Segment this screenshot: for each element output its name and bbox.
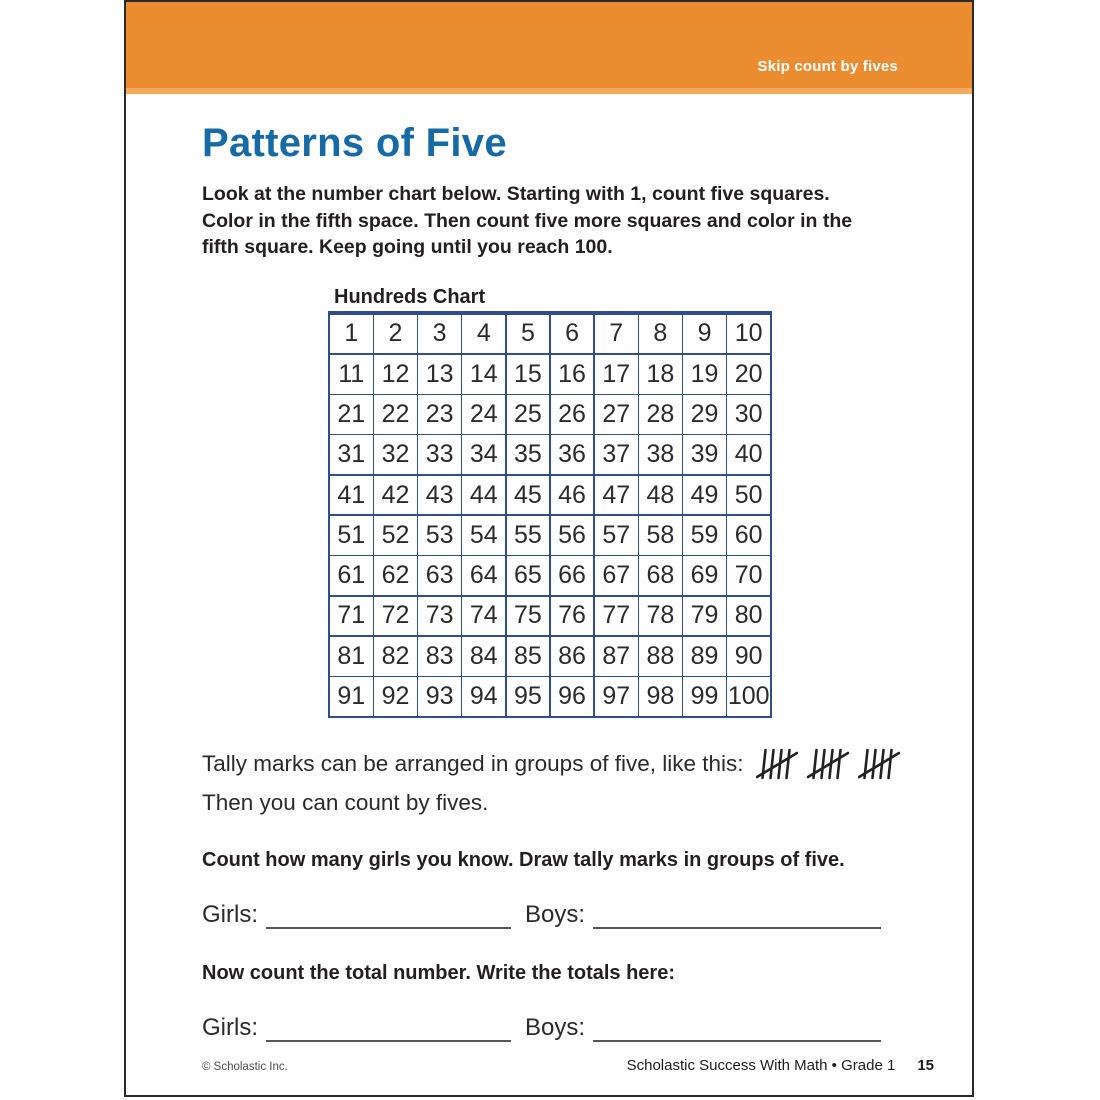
grid-cell-34[interactable]: 34: [462, 435, 505, 474]
tally-fill-row: [202, 901, 900, 929]
grid-cell-96[interactable]: 96: [551, 677, 594, 716]
grid-cell-6[interactable]: 6: [551, 315, 594, 354]
grid-cell-51[interactable]: 51: [330, 516, 373, 555]
grid-cell-26[interactable]: 26: [551, 395, 594, 434]
grid-cell-1[interactable]: 1: [330, 315, 373, 354]
grid-cell-2[interactable]: 2: [374, 315, 417, 354]
grid-cell-13[interactable]: 13: [418, 355, 461, 394]
hundreds-chart-label: Hundreds Chart: [334, 285, 486, 308]
grid-cell-54[interactable]: 54: [462, 516, 505, 555]
grid-cell-76[interactable]: 76: [551, 597, 594, 636]
grid-cell-84[interactable]: 84: [462, 637, 505, 676]
grid-cell-62[interactable]: 62: [374, 556, 417, 595]
grid-cell-79[interactable]: 79: [683, 597, 726, 636]
grid-cell-90[interactable]: 90: [727, 637, 770, 676]
grid-cell-49[interactable]: 49: [683, 476, 726, 515]
grid-cell-43[interactable]: 43: [418, 476, 461, 515]
grid-cell-67[interactable]: 67: [595, 556, 638, 595]
girls-label: Girls:: [202, 900, 258, 928]
grid-cell-75[interactable]: 75: [507, 597, 550, 636]
grid-cell-25[interactable]: 25: [507, 395, 550, 434]
grid-cell-27[interactable]: 27: [595, 395, 638, 434]
boys-tally-field[interactable]: [593, 902, 881, 929]
grid-cell-77[interactable]: 77: [595, 597, 638, 636]
grid-cell-88[interactable]: 88: [639, 637, 682, 676]
grid-cell-41[interactable]: 41: [330, 476, 373, 515]
grid-cell-57[interactable]: 57: [595, 516, 638, 555]
grid-cell-60[interactable]: 60: [727, 516, 770, 555]
grid-cell-72[interactable]: 72: [374, 597, 417, 636]
grid-cell-31[interactable]: 31: [330, 435, 373, 474]
instructions-line: Look at the number chart below. Starting with 1, count five squares.: [202, 183, 830, 205]
boys-label: Boys:: [525, 1013, 586, 1041]
grid-cell-99[interactable]: 99: [683, 677, 726, 716]
grid-cell-81[interactable]: 81: [330, 637, 373, 676]
grid-cell-3[interactable]: 3: [418, 315, 461, 354]
grid-cell-50[interactable]: 50: [727, 476, 770, 515]
copyright: © Scholastic Inc.: [202, 1061, 288, 1073]
boys-label: Boys:: [525, 900, 586, 928]
grid-cell-36[interactable]: 36: [551, 435, 594, 474]
girls-tally-field[interactable]: [266, 902, 511, 929]
grid-cell-5[interactable]: 5: [507, 315, 550, 354]
hundreds-chart: [328, 286, 772, 718]
grid-cell-9[interactable]: 9: [683, 315, 726, 354]
grid-cell-11[interactable]: 11: [330, 355, 373, 394]
grid-cell-78[interactable]: 78: [639, 597, 682, 636]
grid-cell-37[interactable]: 37: [595, 435, 638, 474]
grid-cell-44[interactable]: 44: [462, 476, 505, 515]
grid-cell-19[interactable]: 19: [683, 355, 726, 394]
grid-cell-68[interactable]: 68: [639, 556, 682, 595]
grid-cell-56[interactable]: 56: [551, 516, 594, 555]
grid-cell-80[interactable]: 80: [727, 597, 770, 636]
grid-cell-17[interactable]: 17: [595, 355, 638, 394]
grid-cell-95[interactable]: 95: [507, 677, 550, 716]
grid-cell-93[interactable]: 93: [418, 677, 461, 716]
grid-cell-40[interactable]: 40: [727, 435, 770, 474]
grid-cell-94[interactable]: 94: [462, 677, 505, 716]
grid-cell-97[interactable]: 97: [595, 677, 638, 716]
tally-prompt: Count how many girls you know. Draw tally marks in groups of five.: [202, 848, 845, 871]
tally-group-icon: [807, 746, 849, 782]
grid-cell-20[interactable]: 20: [727, 355, 770, 394]
grid-cell-63[interactable]: 63: [418, 556, 461, 595]
tally-group-icon: [756, 746, 798, 782]
grid-cell-53[interactable]: 53: [418, 516, 461, 555]
grid-cell-47[interactable]: 47: [595, 476, 638, 515]
grid-cell-33[interactable]: 33: [418, 435, 461, 474]
grid-cell-83[interactable]: 83: [418, 637, 461, 676]
grid-cell-58[interactable]: 58: [639, 516, 682, 555]
grid-cell-52[interactable]: 52: [374, 516, 417, 555]
grid-cell-28[interactable]: 28: [639, 395, 682, 434]
grid-cell-8[interactable]: 8: [639, 315, 682, 354]
book-title: Scholastic Success With Math • Grade 1: [626, 1057, 896, 1074]
grid-cell-55[interactable]: 55: [507, 516, 550, 555]
grid-cell-66[interactable]: 66: [551, 556, 594, 595]
grid-cell-14[interactable]: 14: [462, 355, 505, 394]
grid-cell-15[interactable]: 15: [507, 355, 550, 394]
grid-cell-45[interactable]: 45: [507, 476, 550, 515]
tally-explanation: [202, 746, 900, 816]
grid-cell-42[interactable]: 42: [374, 476, 417, 515]
grid-cell-64[interactable]: 64: [462, 556, 505, 595]
grid-cell-22[interactable]: 22: [374, 395, 417, 434]
header-band: [126, 2, 972, 94]
grid-cell-38[interactable]: 38: [639, 435, 682, 474]
grid-cell-48[interactable]: 48: [639, 476, 682, 515]
grid-cell-86[interactable]: 86: [551, 637, 594, 676]
grid-cell-35[interactable]: 35: [507, 435, 550, 474]
page-title: Patterns of Five: [202, 121, 507, 165]
girls-label: Girls:: [202, 1013, 258, 1041]
grid-cell-21[interactable]: 21: [330, 395, 373, 434]
grid-cell-61[interactable]: 61: [330, 556, 373, 595]
grid-cell-65[interactable]: 65: [507, 556, 550, 595]
grid-cell-4[interactable]: 4: [462, 315, 505, 354]
instructions: [202, 181, 900, 261]
grid-cell-73[interactable]: 73: [418, 597, 461, 636]
boys-total-field[interactable]: [593, 1015, 881, 1042]
grid-cell-59[interactable]: 59: [683, 516, 726, 555]
grid-cell-87[interactable]: 87: [595, 637, 638, 676]
grid-cell-29[interactable]: 29: [683, 395, 726, 434]
grid-cell-10[interactable]: 10: [727, 315, 770, 354]
grid-cell-98[interactable]: 98: [639, 677, 682, 716]
worksheet-page: [124, 0, 974, 1097]
instructions-line: Color in the fifth space. Then count five more squares and color in the: [202, 209, 853, 232]
grid-cell-89[interactable]: 89: [683, 637, 726, 676]
footer: [202, 1057, 934, 1074]
grid-cell-74[interactable]: 74: [462, 597, 505, 636]
grid-cell-32[interactable]: 32: [374, 435, 417, 474]
grid-cell-46[interactable]: 46: [551, 476, 594, 515]
grid-cell-85[interactable]: 85: [507, 637, 550, 676]
tally-group-icon: [858, 746, 900, 782]
grid-cell-16[interactable]: 16: [551, 355, 594, 394]
instructions-line: fifth square. Keep going until you reach 100.: [202, 236, 613, 258]
grid-cell-71[interactable]: 71: [330, 597, 373, 636]
grid-cell-39[interactable]: 39: [683, 435, 726, 474]
girls-total-field[interactable]: [266, 1015, 511, 1042]
page-number: 15: [917, 1057, 934, 1074]
skill-tag: Skip count by fives: [757, 58, 898, 75]
grid-cell-91[interactable]: 91: [330, 677, 373, 716]
grid-cell-18[interactable]: 18: [639, 355, 682, 394]
tally-groups: [756, 746, 900, 782]
grid-cell-100[interactable]: 100: [727, 677, 770, 716]
grid-cell-12[interactable]: 12: [374, 355, 417, 394]
grid-cell-92[interactable]: 92: [374, 677, 417, 716]
total-fill-row: [202, 1014, 900, 1042]
tally-text-line1: Tally marks can be arranged in groups of five, like this:: [202, 750, 744, 776]
hundreds-chart-grid: [328, 311, 772, 718]
total-prompt: Now count the total number. Write the totals here:: [202, 961, 675, 984]
grid-cell-7[interactable]: 7: [595, 315, 638, 354]
content-area: [126, 121, 972, 1042]
grid-cell-82[interactable]: 82: [374, 637, 417, 676]
grid-cell-69[interactable]: 69: [683, 556, 726, 595]
grid-cell-23[interactable]: 23: [418, 395, 461, 434]
tally-text-line2: Then you can count by fives.: [202, 789, 489, 815]
grid-cell-30[interactable]: 30: [727, 395, 770, 434]
grid-cell-24[interactable]: 24: [462, 395, 505, 434]
grid-cell-70[interactable]: 70: [727, 556, 770, 595]
